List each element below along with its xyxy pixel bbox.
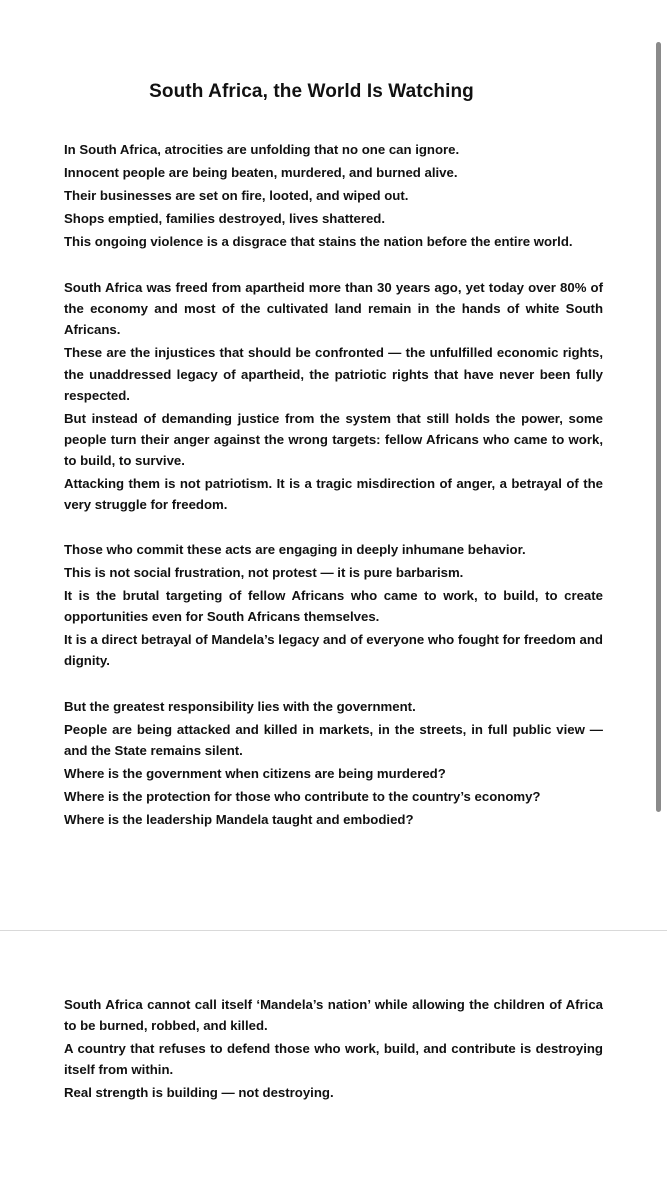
section-barbarism bbox=[64, 539, 603, 673]
paragraph: Their businesses are set on fire, looted, and wiped out. bbox=[64, 188, 409, 203]
paragraph: This is not social frustration, not protest — it is pure barbarism. bbox=[64, 565, 464, 580]
paragraph: Where is the government when citizens are being murdered? bbox=[64, 766, 446, 782]
paragraph: Shops emptied, families destroyed, lives shattered. bbox=[64, 211, 386, 226]
paragraph: People are being attacked and killed in markets, in the streets, in full public view — and the State remains silent. bbox=[64, 722, 603, 759]
paragraph: Where is the leadership Mandela taught and embodied? bbox=[64, 812, 414, 828]
paragraph: But instead of demanding justice from the system that still holds the power, some people turn their anger against the wrong targets: fellow Africans who came to work, to build, to survive. bbox=[64, 410, 603, 469]
page-divider bbox=[0, 930, 667, 931]
section-atrocities bbox=[64, 139, 603, 254]
paragraph: In South Africa, atrocities are unfolding that no one can ignore. bbox=[64, 142, 460, 157]
section-government bbox=[64, 696, 603, 832]
paragraph: These are the injustices that should be confronted — the unfulfilled economic rights, the unaddressed legacy of apartheid, the patriotic rights that have never been fully respected. bbox=[64, 345, 603, 403]
paragraph: Attacking them is not patriotism. It is a tragic misdirection of anger, a betrayal of the very struggle for freedom. bbox=[64, 476, 603, 513]
document-title: South Africa, the World Is Watching bbox=[149, 81, 474, 102]
section-conclusion bbox=[64, 994, 603, 1105]
paragraph: Where is the protection for those who contribute to the country’s economy? bbox=[64, 789, 541, 805]
paragraph: But the greatest responsibility lies with the government. bbox=[64, 699, 416, 714]
section-apartheid bbox=[64, 277, 603, 517]
paragraph: This ongoing violence is a disgrace that stains the nation before the entire world. bbox=[64, 234, 573, 249]
paragraph: It is the brutal targeting of fellow Africans who came to work, to build, to create opportunities even for South Africans themselves. bbox=[64, 588, 603, 625]
vertical-scrollbar[interactable] bbox=[656, 42, 661, 812]
paragraph: South Africa was freed from apartheid more than 30 years ago, yet today over 80% of the economy and most of the cultivated land remain in the hands of white South Africans. bbox=[64, 280, 603, 338]
paragraph: South Africa cannot call itself ‘Mandela’s nation’ while allowing the children of Africa to be burned, robbed, and killed. bbox=[64, 997, 603, 1034]
paragraph: A country that refuses to defend those who work, build, and contribute is destroying itself from within. bbox=[64, 1041, 603, 1078]
paragraph: Real strength is building — not destroying. bbox=[64, 1085, 334, 1101]
paragraph: It is a direct betrayal of Mandela’s legacy and of everyone who fought for freedom and dignity. bbox=[64, 632, 603, 669]
paragraph: Those who commit these acts are engaging in deeply inhumane behavior. bbox=[64, 542, 526, 557]
paragraph: Innocent people are being beaten, murdered, and burned alive. bbox=[64, 165, 458, 180]
